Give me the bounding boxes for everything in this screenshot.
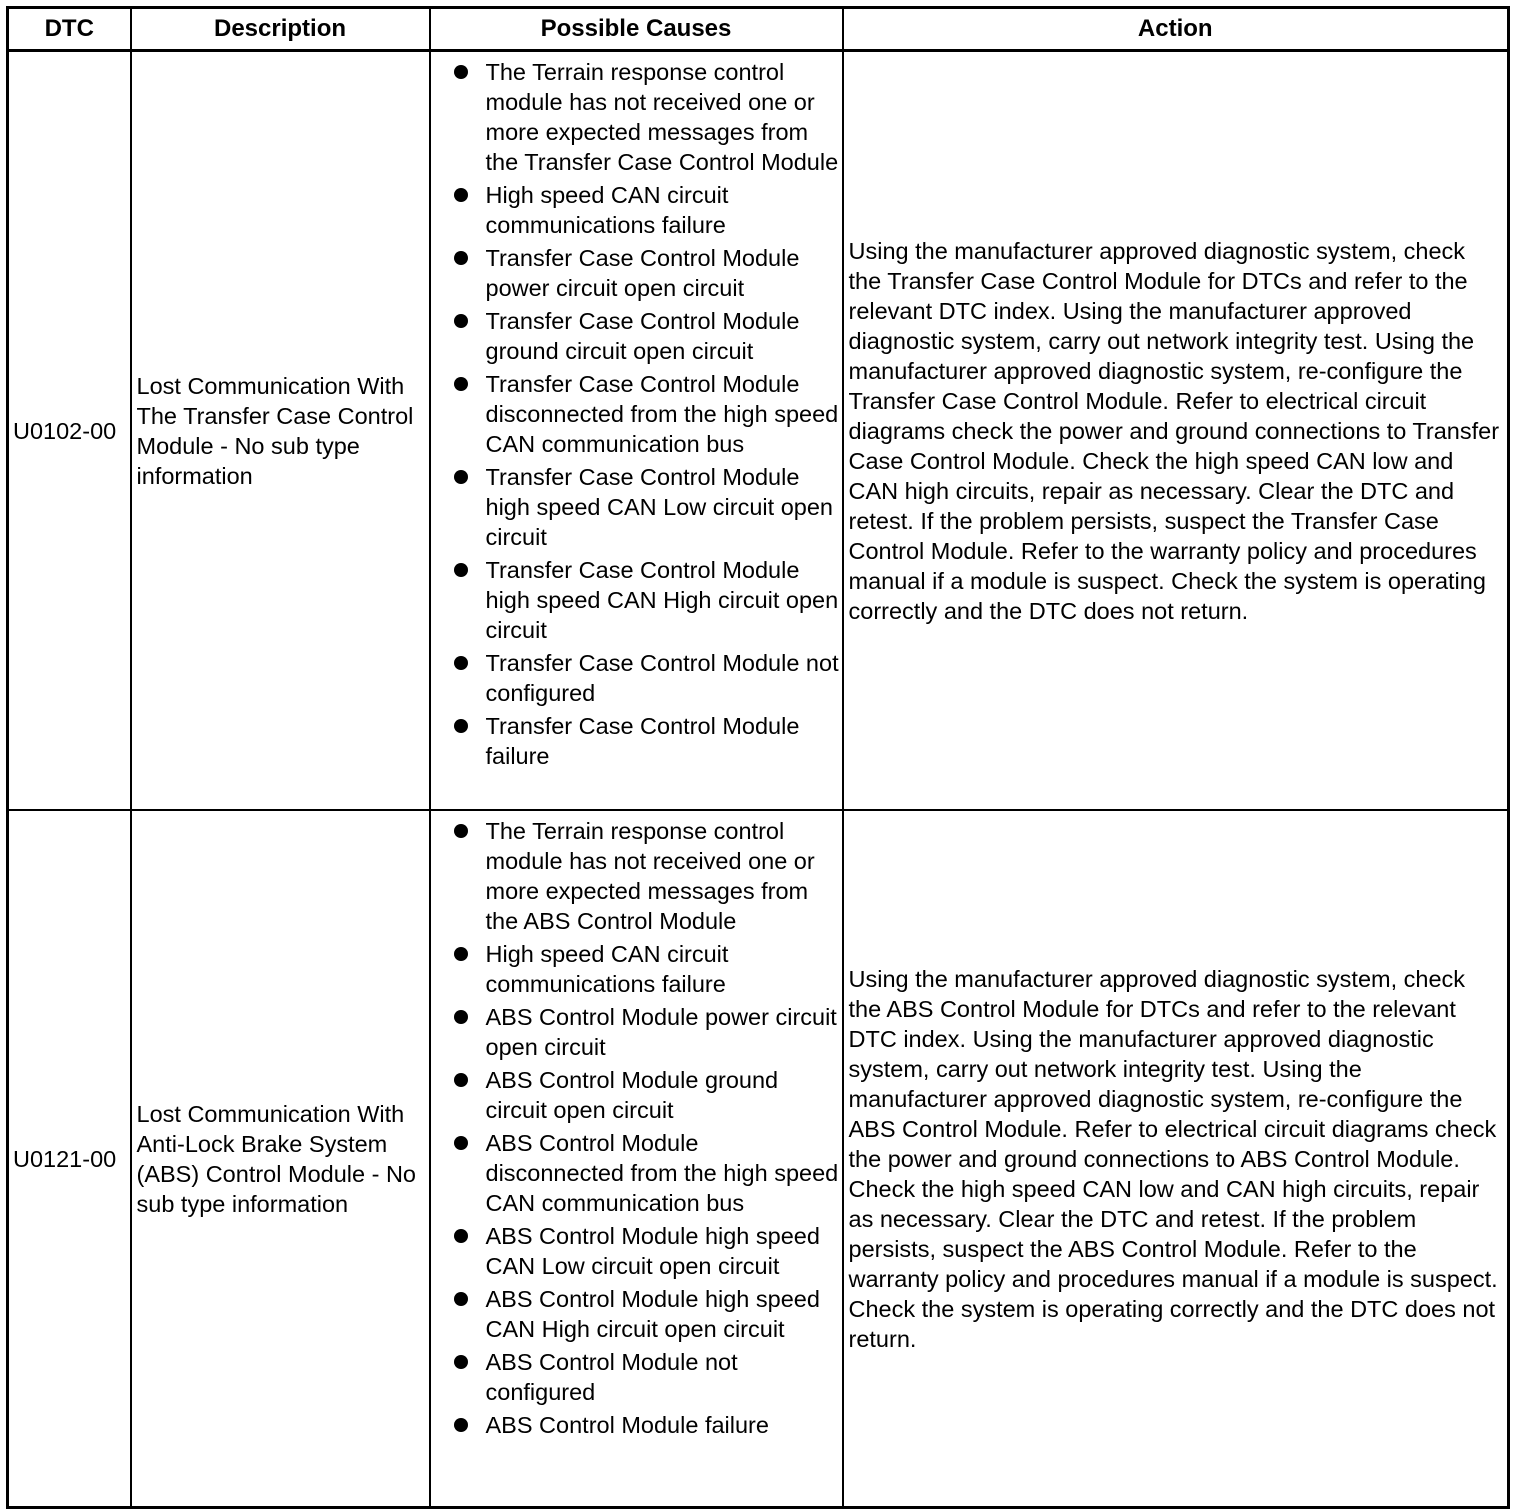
dtc-code: U0102-00 [8, 51, 131, 811]
bullet-icon [454, 65, 468, 79]
cause-item [431, 711, 840, 771]
cause-text: High speed CAN circuit communications failure [485, 182, 729, 238]
cause-item [431, 180, 840, 240]
dtc-description: Lost Communication With Anti-Lock Brake System (ABS) Control Module - No sub type information [131, 810, 430, 1508]
cause-text: ABS Control Module high speed CAN Low circuit open circuit [485, 1223, 820, 1279]
dtc-description: Lost Communication With The Transfer Case Control Module - No sub type information [131, 51, 430, 811]
cause-text: Transfer Case Control Module high speed CAN High circuit open circuit [485, 557, 839, 643]
bullet-icon [454, 251, 468, 265]
cause-item [431, 1128, 840, 1218]
bullet-icon [454, 1292, 468, 1306]
cause-item [431, 1221, 840, 1281]
cause-item [431, 939, 840, 999]
header-possible-causes: Possible Causes [430, 8, 843, 51]
cause-text: High speed CAN circuit communications failure [485, 941, 729, 997]
dtc-code: U0121-00 [8, 810, 131, 1508]
possible-causes-list [431, 57, 840, 771]
table-row [8, 51, 1509, 811]
cause-text: ABS Control Module not configured [485, 1349, 738, 1405]
cause-item [431, 648, 840, 708]
cause-text: The Terrain response control module has not received one or more expected messages from the Transfer Case Control Module [485, 59, 839, 175]
bullet-icon [454, 563, 468, 577]
possible-causes-cell [430, 51, 843, 811]
bullet-icon [454, 1073, 468, 1087]
cause-item [431, 816, 840, 936]
cause-item [431, 1410, 840, 1440]
cause-text: ABS Control Module ground circuit open circuit [485, 1067, 779, 1123]
cause-item [431, 57, 840, 177]
cause-text: ABS Control Module disconnected from the high speed CAN communication bus [485, 1130, 839, 1216]
cause-item [431, 369, 840, 459]
bullet-icon [454, 656, 468, 670]
cause-item [431, 1065, 840, 1125]
cause-text: ABS Control Module failure [485, 1412, 769, 1438]
header-description: Description [131, 8, 430, 51]
header-dtc: DTC [8, 8, 131, 51]
bullet-icon [454, 719, 468, 733]
action-text: Using the manufacturer approved diagnostic system, check the Transfer Case Control Module for DTCs and refer to the relevant DTC index. Using the manufacturer approved diagnostic system, carry out network integrity test. Using the manufacturer approved diagnostic system, re-configure the Transfer Case Control Module. Refer to electrical circuit diagrams check the power and ground connections to Transfer Case Control Module. Check the high speed CAN low and CAN high circuits, repair as necessary. Clear the DTC and retest. If the problem persists, suspect the Transfer Case Control Module. Refer to the warranty policy and procedures manual if a module is suspect. Check the system is operating correctly and the DTC does not return. [843, 51, 1509, 811]
cause-text: Transfer Case Control Module ground circuit open circuit [485, 308, 800, 364]
cause-text: The Terrain response control module has not received one or more expected messages from the ABS Control Module [485, 818, 815, 934]
cause-text: ABS Control Module high speed CAN High circuit open circuit [485, 1286, 820, 1342]
bullet-icon [454, 1418, 468, 1432]
cause-item [431, 243, 840, 303]
cause-text: Transfer Case Control Module power circuit open circuit [485, 245, 800, 301]
bullet-icon [454, 314, 468, 328]
cause-text: Transfer Case Control Module not configured [485, 650, 839, 706]
table-row [8, 810, 1509, 1508]
bullet-icon [454, 470, 468, 484]
bullet-icon [454, 947, 468, 961]
action-text: Using the manufacturer approved diagnostic system, check the ABS Control Module for DTCs and refer to the relevant DTC index. Using the manufacturer approved diagnostic system, carry out network integrity test. Using the manufacturer approved diagnostic system, re-configure the ABS Control Module. Refer to electrical circuit diagrams check the power and ground connections to ABS Control Module. Check the high speed CAN low and CAN high circuits, repair as necessary. Clear the DTC and retest. If the problem persists, suspect the ABS Control Module. Refer to the warranty policy and procedures manual if a module is suspect. Check the system is operating correctly and the DTC does not return. [843, 810, 1509, 1508]
cause-item [431, 462, 840, 552]
cause-item [431, 1284, 840, 1344]
header-row [8, 8, 1509, 51]
bullet-icon [454, 1010, 468, 1024]
cause-text: Transfer Case Control Module failure [485, 713, 800, 769]
bullet-icon [454, 1355, 468, 1369]
cause-text: Transfer Case Control Module disconnected from the high speed CAN communication bus [485, 371, 839, 457]
bullet-icon [454, 824, 468, 838]
bullet-icon [454, 188, 468, 202]
possible-causes-cell [430, 810, 843, 1508]
cause-item [431, 1347, 840, 1407]
cause-text: Transfer Case Control Module high speed CAN Low circuit open circuit [485, 464, 833, 550]
dtc-table [6, 6, 1510, 1509]
header-action: Action [843, 8, 1509, 51]
bullet-icon [454, 1229, 468, 1243]
cause-text: ABS Control Module power circuit open circuit [485, 1004, 837, 1060]
cause-item [431, 306, 840, 366]
possible-causes-list [431, 816, 840, 1440]
cause-item [431, 1002, 840, 1062]
bullet-icon [454, 1136, 468, 1150]
bullet-icon [454, 377, 468, 391]
cause-item [431, 555, 840, 645]
